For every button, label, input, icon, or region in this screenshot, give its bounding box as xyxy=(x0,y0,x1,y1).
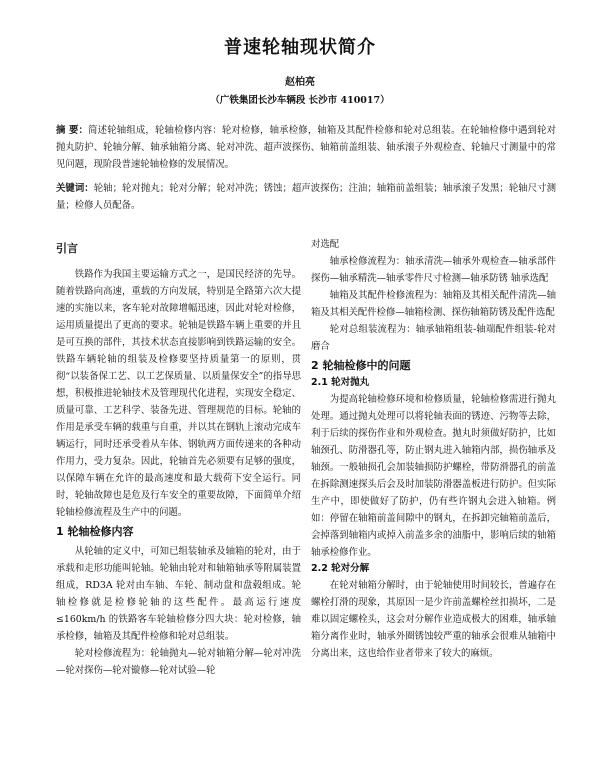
section-2-2-paragraph: 在轮对轴箱分解时，由于轮轴使用时间较长，普遍存在螺栓打滑的现象，其原因一是少许前盖螺栓丝扣损坏，二是难以固定螺栓头，这会对分解作业造成极大的困难，轴承轴箱分离作业时，轴承外圈锈蚀较严重的轴承会很难从轴箱中分离出来，这也给作业者带来了较大的麻烦。 xyxy=(311,580,556,659)
right-column xyxy=(311,236,556,662)
abstract-text: 简述轮轴组成，轮轴检修内容：轮对检修，轴承检修，轴箱及其配件检修和轮对总组装。在轮轴检修中遇到轮对抛丸防护、轮轴分解、轴承轴箱分离、轮对冲洗、超声波探伤、轴箱前盖组装、轴承滚子外观检查、轮轴尺寸测量中的常见问题，现阶段普速轮轴检修的发展情况。 xyxy=(56,125,556,170)
continued-text: 对选配 xyxy=(311,239,340,250)
bearing-process-paragraph: 轴承检修流程为：轴承清洗—轴承外观检查—轴承部件探伤—轴承精洗—轴承零件尺寸检测—轴承防锈 轴承选配 xyxy=(311,256,556,284)
keywords-text: 轮轴；轮对抛丸；轮对分解；轮对冲洗；锈蚀；超声波探伤；注油；轴箱前盖组装；轴承滚子发黑；轮轴尺寸测量；检修人员配备。 xyxy=(56,183,556,211)
section-2-2-heading: 2.2 轮对分解 xyxy=(311,563,370,574)
intro-heading: 引言 xyxy=(56,242,78,255)
section-2-heading: 2 轮轴检修中的问题 xyxy=(311,359,411,372)
section-1-paragraph-1: 从轮轴的定义中，可知已组装轴承及轴箱的轮对，由于承载和走形功能叫轮轴。轮轴由轮对和轴箱轴承等附属装置组成，RD3A 轮对由车轴、车轮、制动盘和盘毂组成。轮轴检修就是检修轮轴的这些配件。最高运行速度≤160km/h 的铁路客车轮轴检修分四大块：轮对检修，轴承检修，轴箱及其配件检修和轮对总组装。 xyxy=(56,546,301,642)
abstract-label: 摘 要： xyxy=(56,125,89,136)
keywords-label: 关键词： xyxy=(56,183,94,194)
section-1-heading: 1 轮轴检修内容 xyxy=(56,525,134,538)
intro-paragraph: 铁路作为我国主要运输方式之一，是国民经济的先导。随着铁路向高速，重载的方向发展，特别是全路第六次大提速的实施以来，客车轮对故障增幅迅速，因此对轮对检修，运用质量提出了更高的要求。轮轴是铁路车辆上重要的并且是可互换的部件，其技术状态直接影响到铁路运输的安全。铁路车辆轮轴的组装及检修要坚持质量第一的原则，贯彻“以装备保工艺、以工艺保质量、以质量保安全”的指导思想，积极推进轮轴技术及管理现代化进程，实现安全稳定、质量可靠、工艺科学、装备先进、管理规范的目标。轮轴的作用是承受车辆的载重与自重，并以其在钢轨上滚动完成车辆运行，同时还承受着从车体、钢轨两方面传递来的各种动作用力，受力复杂。因此，轮轴首先必须要有足够的强度，以保障车辆在允许的最高速度和最大载荷下安全运行。同时，轮轴故障也是危及行车安全的重要故障，下面简单介绍轮轴检修流程及生产中的问题。 xyxy=(56,269,301,518)
keywords-block xyxy=(56,180,556,214)
paper-title: 普速轮轴现状简介 xyxy=(224,37,376,58)
axlebox-process-paragraph: 轴箱及其配件检修流程为：轴箱及其相关配件清洗—轴箱及其相关配件检修—轴箱检测、探伤轴箱防锈及配件选配 xyxy=(311,290,556,318)
author-name: 赵柏亮 xyxy=(285,77,315,88)
section-2-1-heading: 2.1 轮对抛丸 xyxy=(311,377,370,388)
section-1-paragraph-2: 轮对检修流程为：轮轴抛丸—轮对轴箱分解—轮对冲洗—轮对探伤—轮对镟修—轮对试验—轮 xyxy=(56,648,301,676)
section-2-1-paragraph: 为提高轮轴检修环境和检修质量，轮轴检修需进行抛丸处理。通过抛丸处理可以将轮轴表面的锈迹、污物等去除，利于后续的探伤作业和外观检查。抛丸时须做好防护，比如轴颈孔、防滑器孔等，防止钢丸进入轴箱内部，损伤轴承及轴颈。一般轴损孔会加装轴损防护螺栓，带防滑器孔的前盖在拆除测速探头后会及时加装防滑器盖板进行防护。但实际生产中，即使做好了防护，仍有些许钢丸会进入轴箱。例如：停留在轴箱前盖间隙中的钢丸，在拆卸完轴箱前盖后，会掉落到轴箱内或掉入前盖多余的油脂中，影响后续的轴箱轴承检修作业。 xyxy=(311,394,556,558)
author-affiliation: （广铁集团长沙车辆段 长沙市 410017） xyxy=(210,95,390,106)
left-column xyxy=(56,236,301,679)
assembly-process-paragraph: 轮对总组装流程为：轴承轴箱组装-轴端配件组装-轮对磨合 xyxy=(311,324,556,352)
abstract-block xyxy=(56,122,556,173)
